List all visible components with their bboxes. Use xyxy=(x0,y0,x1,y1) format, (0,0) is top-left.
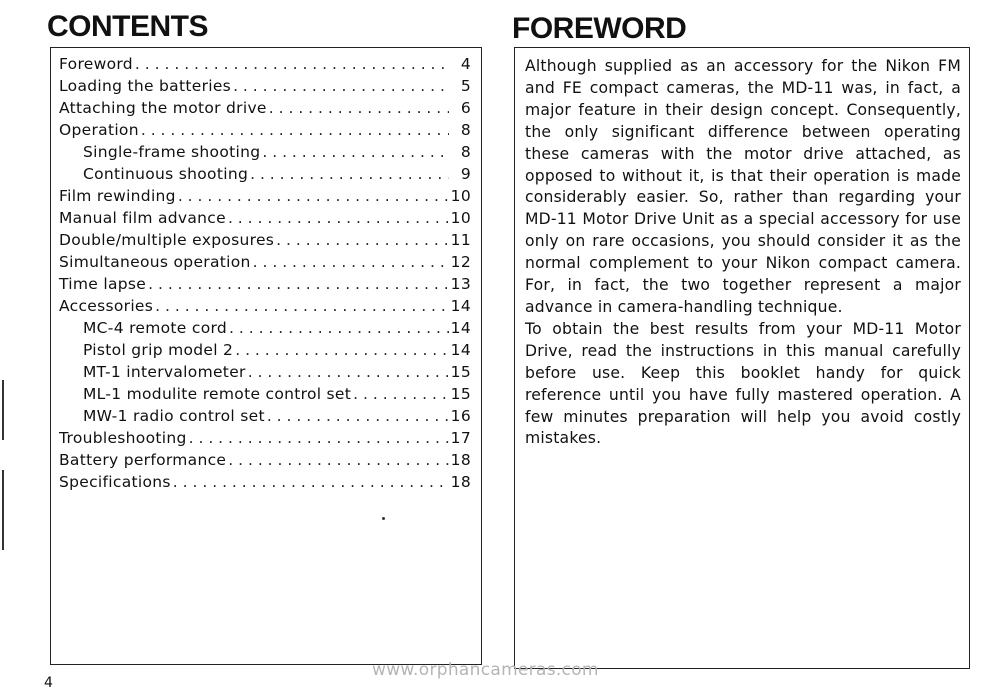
toc-entry xyxy=(59,165,471,187)
toc-entry-page: 15 xyxy=(450,363,471,381)
toc-entry xyxy=(59,77,471,99)
toc-entry-page: 15 xyxy=(450,385,471,403)
watermark-url: www.orphancameras.com xyxy=(372,660,599,680)
toc-entry xyxy=(59,385,471,407)
foreword-paragraph-1: Although supplied as an accessory for the Nikon FM and FE compact cameras, the MD-11 was, in fact, a major feature in their design concept. Consequently, the only significant difference between operating these cameras with the motor drive attached, as opposed to without it, is that their operation is made considerably easier. So, rather than regarding your MD-11 Motor Drive Unit as a special accessory for use only on rare occasions, you should consider it as the normal complement to your Nikon compact camera. For, in fact, the two together represent a major advance in camera-handling technique. xyxy=(525,57,961,316)
toc-leader-dots xyxy=(351,385,449,403)
toc-entry xyxy=(59,231,471,253)
toc-leader-dots xyxy=(260,143,449,161)
toc-entry xyxy=(59,209,471,231)
toc-entry-label: Pistol grip model 2 xyxy=(83,341,234,359)
foreword-text xyxy=(525,56,961,450)
page-number: 4 xyxy=(44,675,53,691)
toc-leader-dots xyxy=(187,429,449,447)
toc-leader-dots xyxy=(265,407,449,425)
toc-entry xyxy=(59,407,471,429)
toc-entry xyxy=(59,55,471,77)
scan-speck xyxy=(382,517,385,520)
table-of-contents-list xyxy=(59,55,471,495)
toc-entry-page: 4 xyxy=(460,55,471,73)
toc-leader-dots xyxy=(233,341,449,359)
toc-entry-label: Battery performance xyxy=(59,451,227,469)
toc-leader-dots xyxy=(246,363,449,381)
scan-edge-mark xyxy=(2,470,4,550)
toc-leader-dots xyxy=(231,77,449,95)
foreword-heading: FOREWORD xyxy=(512,12,687,45)
toc-entry xyxy=(59,99,471,121)
toc-leader-dots xyxy=(248,165,449,183)
toc-entry-page: 17 xyxy=(450,429,471,447)
toc-entry-label: MT-1 intervalometer xyxy=(83,363,246,381)
toc-leader-dots xyxy=(171,473,449,491)
foreword-paragraph-2: To obtain the best results from your MD-11 Motor Drive, read the instructions in this manual carefully before use. Keep this booklet handy for quick reference until you have fully mastered operation. A few minutes preparation will help you avoid costly mistakes. xyxy=(525,319,961,448)
toc-leader-dots xyxy=(133,55,449,73)
toc-entry-page: 14 xyxy=(450,341,471,359)
toc-entry-page: 13 xyxy=(450,275,471,293)
toc-entry xyxy=(59,473,471,495)
table-of-contents-box xyxy=(50,47,482,665)
toc-entry-label: Troubleshooting xyxy=(59,429,187,447)
toc-entry-label: Operation xyxy=(59,121,139,139)
toc-entry-page: 18 xyxy=(450,451,471,469)
toc-entry-label: MC-4 remote cord xyxy=(83,319,228,337)
toc-entry-label: Specifications xyxy=(59,473,171,491)
toc-entry-page: 14 xyxy=(450,319,471,337)
toc-leader-dots xyxy=(139,121,449,139)
toc-entry xyxy=(59,121,471,143)
toc-leader-dots xyxy=(267,99,449,117)
toc-entry xyxy=(59,341,471,363)
toc-entry-page: 5 xyxy=(460,77,471,95)
toc-leader-dots xyxy=(176,187,449,205)
toc-entry-label: Loading the batteries xyxy=(59,77,232,95)
toc-leader-dots xyxy=(227,319,449,337)
scan-edge-mark xyxy=(2,380,4,440)
toc-entry-label: Time lapse xyxy=(59,275,147,293)
toc-entry-page: 9 xyxy=(460,165,471,183)
toc-leader-dots xyxy=(274,231,449,249)
toc-entry-label: MW-1 radio control set xyxy=(83,407,265,425)
toc-entry xyxy=(59,363,471,385)
toc-entry-page: 11 xyxy=(450,231,471,249)
toc-entry-page: 16 xyxy=(450,407,471,425)
toc-entry-page: 10 xyxy=(450,187,471,205)
toc-entry-label: Continuous shooting xyxy=(83,165,249,183)
toc-entry-page: 6 xyxy=(460,99,471,117)
toc-entry-label: Film rewinding xyxy=(59,187,176,205)
toc-entry-label: Double/multiple exposures xyxy=(59,231,275,249)
toc-leader-dots xyxy=(153,297,449,315)
toc-leader-dots xyxy=(251,253,449,271)
toc-entry-label: Manual film advance xyxy=(59,209,226,227)
toc-entry xyxy=(59,143,471,165)
toc-entry-page: 8 xyxy=(460,121,471,139)
toc-entry xyxy=(59,319,471,341)
toc-entry-label: Accessories xyxy=(59,297,154,315)
toc-entry-page: 18 xyxy=(450,473,471,491)
toc-entry xyxy=(59,429,471,451)
toc-entry xyxy=(59,275,471,297)
toc-entry-label: Attaching the motor drive xyxy=(59,99,267,117)
toc-entry-page: 12 xyxy=(450,253,471,271)
toc-leader-dots xyxy=(146,275,449,293)
toc-entry-label: Simultaneous operation xyxy=(59,253,251,271)
toc-entry-label: Single-frame shooting xyxy=(83,143,261,161)
toc-entry-label: ML-1 modulite remote control set xyxy=(83,385,352,403)
foreword-box xyxy=(514,47,970,669)
toc-entry-label: Foreword xyxy=(59,55,133,73)
toc-leader-dots xyxy=(226,451,449,469)
toc-entry-page: 14 xyxy=(450,297,471,315)
toc-entry xyxy=(59,297,471,319)
contents-heading: CONTENTS xyxy=(47,10,208,43)
toc-leader-dots xyxy=(226,209,449,227)
toc-entry xyxy=(59,451,471,473)
toc-entry xyxy=(59,187,471,209)
toc-entry-page: 10 xyxy=(450,209,471,227)
toc-entry xyxy=(59,253,471,275)
toc-entry-page: 8 xyxy=(460,143,471,161)
